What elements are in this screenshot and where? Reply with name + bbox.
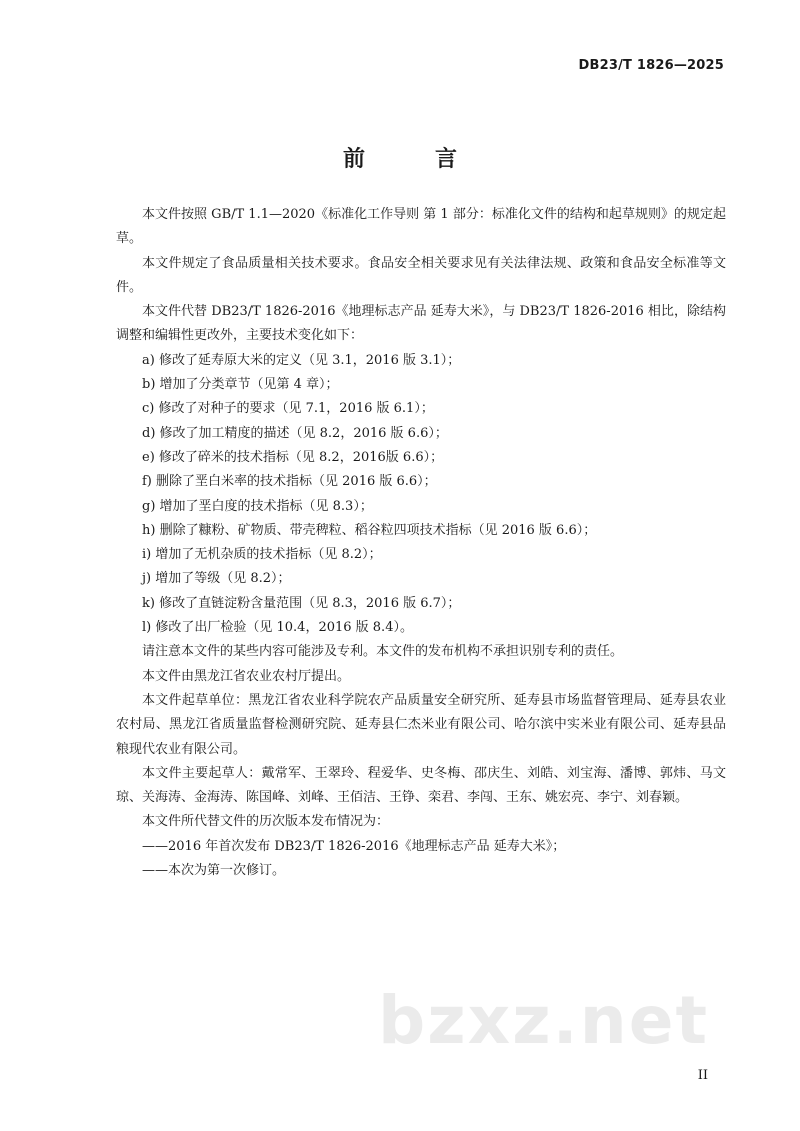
list-item: d) 修改了加工精度的描述（见 8.2，2016 版 6.6）； [142,425,448,441]
paragraph-replacement: 本文件代替 DB23/T 1826-2016《地理标志产品 延寿大米》，与 DB23/T 1826-2016 相比，除结构调整和编辑性更改外，主要技术变化如下： [116,304,726,344]
history-item: ——2016 年首次发布 DB23/T 1826-2016《地理标志产品 延寿大米》； [142,838,566,854]
changes-list [116,349,726,641]
list-item: j) 增加了等级（见 8.2）； [142,571,291,587]
page-number: II [697,1068,708,1083]
page-title: 前 言 [342,147,481,172]
history-intro: 本文件所代替文件的历次版本发布情况为： [142,814,390,830]
list-item: b) 增加了分类章节（见第 4 章）； [142,377,339,393]
watermark: bzxz.net [378,982,710,1059]
list-item: f) 删除了垩白米率的技术指标（见 2016 版 6.6）； [142,474,437,490]
list-item: i) 增加了无机杂质的技术指标（见 8.2）； [142,547,382,563]
drafting-units: 本文件起草单位：黑龙江省农业科学院农产品质量安全研究所、延寿县市场监督管理局、延寿县农业农村局、黑龙江省质量监督检测研究院、延寿县仁杰米业有限公司、哈尔滨中实米业有限公司、延寿县品粮现代农业有限公司。 [116,692,726,757]
history-item: ——本次为第一次修订。 [142,863,286,879]
document-code: DB23/T 1826—2025 [578,58,724,73]
list-item: e) 修改了碎米的技术指标（见 8.2，2016版 6.6）； [142,449,444,465]
paragraph-drafting-rules: 本文件按照 GB/T 1.1—2020《标准化工作导则 第 1 部分：标准化文件的结构和起草规则》的规定起草。 [116,207,726,247]
list-item: g) 增加了垩白度的技术指标（见 8.3）； [142,498,373,514]
foreword-body [116,203,726,883]
list-item: l) 修改了出厂检验（见 10.4，2016 版 8.4）。 [142,620,413,636]
list-item: h) 删除了糠粉、矿物质、带壳稗粒、稻谷粒四项技术指标（见 2016 版 6.6）； [142,522,597,538]
list-item: a) 修改了延寿原大米的定义（见 3.1，2016 版 3.1）； [142,352,461,368]
drafters: 本文件主要起草人：戴常军、王翠玲、程爱华、史冬梅、邵庆生、刘皓、刘宝海、潘博、郭炜、马文琼、关海涛、金海涛、陈国峰、刘峰、王佰洁、王铮、栾君、李闯、王东、姚宏亮、李宁、刘春颖。 [116,765,726,806]
paragraph-scope: 本文件规定了食品质量相关技术要求。食品安全相关要求见有关法律法规、政策和食品安全标准等文件。 [116,255,726,295]
list-item: c) 修改了对种子的要求（见 7.1，2016 版 6.1）； [142,401,434,417]
patent-note: 请注意本文件的某些内容可能涉及专利。本文件的发布机构不承担识别专利的责任。 [142,644,624,660]
proposer: 本文件由黑龙江省农业农村厅提出。 [142,668,351,684]
list-item: k) 修改了直链淀粉含量范围（见 8.3，2016 版 6.7）； [142,595,461,611]
